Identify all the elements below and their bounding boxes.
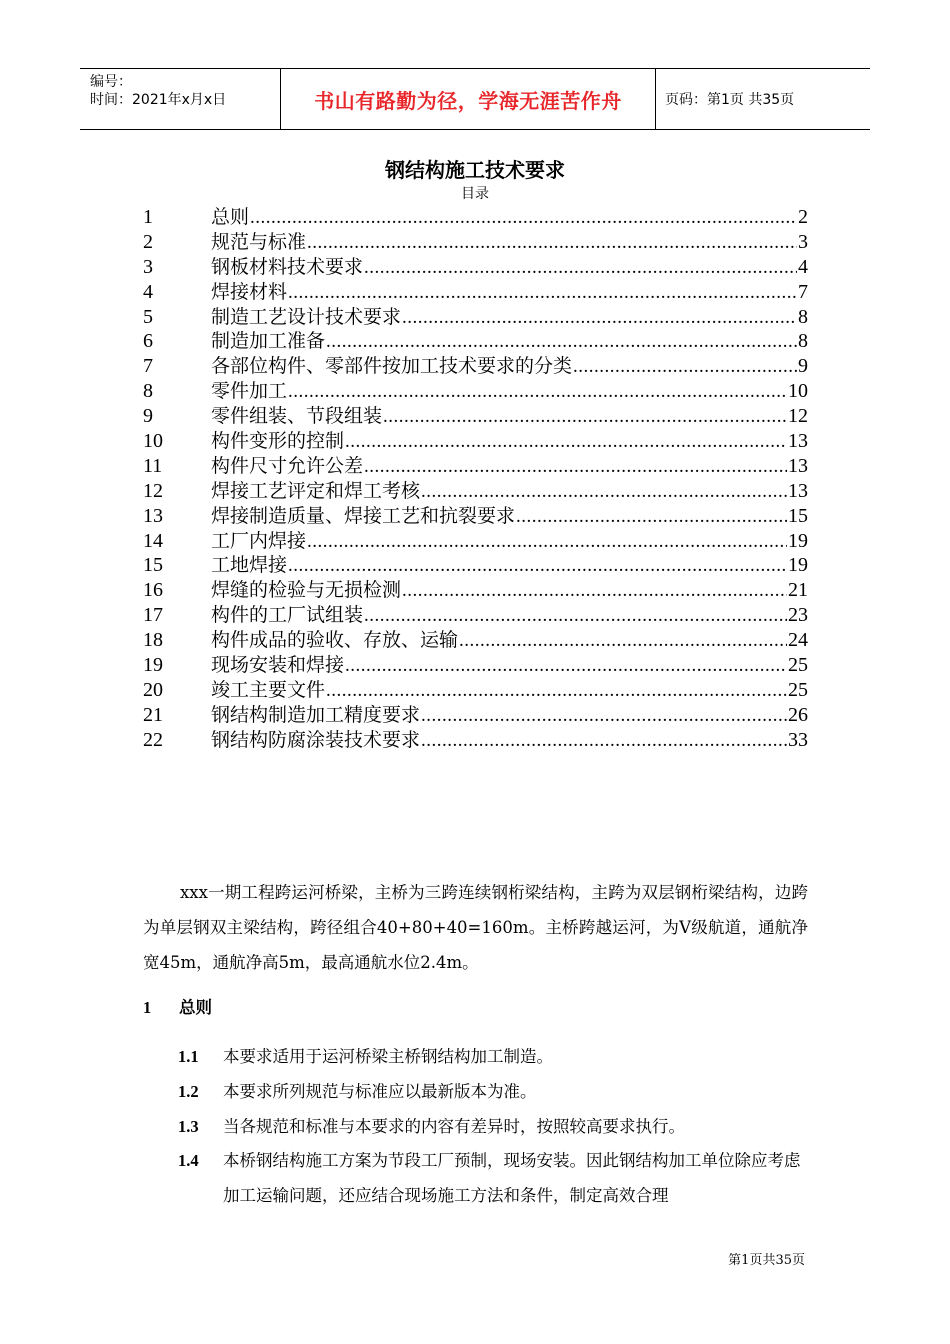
doc-number-label: 编号： xyxy=(90,74,132,90)
toc-entry-number: 16 xyxy=(143,579,163,602)
toc-entry-title: 焊接工艺评定和焊工考核 xyxy=(211,479,421,502)
toc-entry-title: 钢板材料技术要求 xyxy=(211,255,364,278)
toc-entry-title: 焊接材料 xyxy=(211,280,288,303)
toc-leader-dots xyxy=(402,579,787,604)
toc-entry-title: 现场安装和焊接 xyxy=(211,654,345,677)
toc-entry-number: 10 xyxy=(143,430,163,453)
toc-entry[interactable] xyxy=(143,479,808,504)
clause-text: 本要求所列规范与标准应以最新版本为准。 xyxy=(223,1082,537,1101)
doc-time-label: 时间：2021年x月x日 xyxy=(90,92,227,108)
toc-leader-dots xyxy=(326,330,797,355)
toc-entry-title: 制造工艺设计技术要求 xyxy=(211,305,402,328)
toc-entry-line xyxy=(211,280,808,306)
toc-entry[interactable] xyxy=(143,280,808,305)
toc-entry-number: 2 xyxy=(143,230,153,253)
toc-entry-number: 8 xyxy=(143,380,153,403)
toc-entry[interactable] xyxy=(143,678,808,703)
header-page-info: 页码：第1页 共35页 xyxy=(665,92,795,108)
toc-entry[interactable] xyxy=(143,429,808,454)
toc-entry-number: 19 xyxy=(143,654,163,677)
toc-entry-number: 20 xyxy=(143,678,163,701)
toc-entry[interactable] xyxy=(143,553,808,578)
toc-leader-dots xyxy=(345,430,787,455)
toc-entry-title: 构件尺寸允许公差 xyxy=(211,454,364,477)
header-meta-cell xyxy=(80,69,280,129)
toc-entry-page: 33 xyxy=(788,728,808,751)
toc-entry-line xyxy=(211,603,808,629)
toc-entry-line xyxy=(211,678,808,704)
toc-entry-line xyxy=(211,354,808,380)
section-number: 1 xyxy=(143,998,152,1017)
toc-entry-page: 7 xyxy=(798,280,808,303)
header-motto: 书山有路勤为径，学海无涯苦作舟 xyxy=(314,88,622,113)
toc-entry-title: 焊接制造质量、焊接工艺和抗裂要求 xyxy=(211,504,516,527)
toc-entry-page: 9 xyxy=(798,355,808,378)
toc-entry-title: 钢结构防腐涂装技术要求 xyxy=(211,728,421,751)
toc-entry[interactable] xyxy=(143,454,808,479)
toc-entry-number: 4 xyxy=(143,280,153,303)
toc-heading: 目录 xyxy=(461,186,489,202)
toc-entry-title: 各部位构件、零部件按加工技术要求的分类 xyxy=(211,355,573,378)
toc-entry-page: 21 xyxy=(788,579,808,602)
toc-leader-dots xyxy=(364,455,787,480)
toc-entry-page: 8 xyxy=(798,305,808,328)
toc-entry[interactable] xyxy=(143,305,808,330)
toc-entry-title: 总则 xyxy=(211,206,250,228)
toc-entry-title: 工厂内焊接 xyxy=(211,529,307,552)
toc-entry-number: 3 xyxy=(143,255,153,278)
toc-entry-number: 21 xyxy=(143,703,163,726)
toc-entry[interactable] xyxy=(143,255,808,280)
clause-number: 1.4 xyxy=(178,1151,199,1170)
header-page-cell xyxy=(656,69,870,129)
toc-leader-dots xyxy=(516,505,787,530)
toc-entry[interactable] xyxy=(143,404,808,429)
toc-entry-number: 18 xyxy=(143,629,163,652)
toc-entry-number: 17 xyxy=(143,604,163,627)
toc-entry-line xyxy=(211,329,808,355)
toc-entry-number: 15 xyxy=(143,554,163,577)
toc-entry-page: 2 xyxy=(798,206,808,228)
toc-entry-line xyxy=(211,305,808,331)
toc-entry-number: 9 xyxy=(143,405,153,428)
toc-entry-title: 规范与标准 xyxy=(211,230,307,253)
toc-entry[interactable] xyxy=(143,603,808,628)
toc-entry-line xyxy=(211,205,808,231)
toc-entry[interactable] xyxy=(143,205,808,230)
toc-entry-number: 14 xyxy=(143,529,163,552)
page-footer: 第1页共35页 xyxy=(728,1253,805,1268)
toc-entry-line xyxy=(211,454,808,480)
toc-entry-page: 8 xyxy=(798,330,808,353)
toc-entry-title: 制造加工准备 xyxy=(211,330,326,353)
toc-leader-dots xyxy=(421,729,787,754)
toc-entry-title: 构件变形的控制 xyxy=(211,430,345,453)
toc-entry-page: 25 xyxy=(788,678,808,701)
toc-entry-number: 12 xyxy=(143,479,163,502)
toc-entry-title: 工地焊接 xyxy=(211,554,288,577)
toc-leader-dots xyxy=(364,604,787,629)
toc-entry-page: 19 xyxy=(788,529,808,552)
section-heading xyxy=(143,993,212,1023)
toc-leader-dots xyxy=(307,530,787,555)
clause-item xyxy=(178,1109,810,1144)
toc-entry-line xyxy=(211,255,808,281)
toc-entry[interactable] xyxy=(143,504,808,529)
toc-leader-dots xyxy=(421,480,787,505)
toc-entry-line xyxy=(211,529,808,555)
clause-text: 本桥钢结构施工方案为节段工厂预制，现场安装。因此钢结构加工单位除应考虑加工运输问题，还应结合现场施工方法和条件，制定高效合理 xyxy=(223,1151,801,1205)
toc-entry-page: 12 xyxy=(788,405,808,428)
toc-entry-line xyxy=(211,578,808,604)
toc-entry-number: 5 xyxy=(143,305,153,328)
clause-number: 1.1 xyxy=(178,1047,199,1066)
toc-leader-dots xyxy=(364,256,797,281)
toc-entry-line xyxy=(211,653,808,679)
document-title: 钢结构施工技术要求 xyxy=(385,158,565,182)
toc-leader-dots xyxy=(402,306,797,331)
toc-leader-dots xyxy=(288,554,787,579)
toc-entry-number: 6 xyxy=(143,330,153,353)
toc-entry-line xyxy=(211,479,808,505)
toc-entry-line xyxy=(211,703,808,729)
toc-entry-line xyxy=(211,504,808,530)
toc-entry-title: 焊缝的检验与无损检测 xyxy=(211,579,402,602)
page-header xyxy=(80,68,870,130)
toc-entry[interactable] xyxy=(143,329,808,354)
toc-entry-line xyxy=(211,379,808,405)
toc-entry-title: 构件的工厂试组装 xyxy=(211,604,364,627)
toc-entry-title: 零件加工 xyxy=(211,380,288,403)
toc-entry-title: 零件组装、节段组装 xyxy=(211,405,383,428)
toc-leader-dots xyxy=(250,206,797,231)
toc-entry[interactable] xyxy=(143,653,808,678)
toc-leader-dots xyxy=(326,679,787,704)
toc-leader-dots xyxy=(288,380,787,405)
toc-entry-page: 26 xyxy=(788,703,808,726)
toc-entry-line xyxy=(211,553,808,579)
toc-entry-page: 15 xyxy=(788,504,808,527)
toc-entry[interactable] xyxy=(143,703,808,728)
toc-entry-page: 25 xyxy=(788,654,808,677)
toc-entry-title: 竣工主要文件 xyxy=(211,678,326,701)
toc-entry[interactable] xyxy=(143,379,808,404)
toc-entry-number: 1 xyxy=(143,206,153,228)
toc-entry-page: 3 xyxy=(798,230,808,253)
toc-entry-line xyxy=(211,404,808,430)
toc-entry-page: 4 xyxy=(798,255,808,278)
header-motto-cell xyxy=(280,69,656,129)
clause-number: 1.3 xyxy=(178,1117,199,1136)
toc-entry-number: 13 xyxy=(143,504,163,527)
toc-entry-title: 构件成品的验收、存放、运输 xyxy=(211,629,459,652)
section-title: 总则 xyxy=(179,998,212,1017)
toc-entry-page: 24 xyxy=(788,629,808,652)
toc-leader-dots xyxy=(459,629,787,654)
toc-leader-dots xyxy=(573,355,797,380)
toc-entry[interactable] xyxy=(143,529,808,554)
toc-entry-number: 11 xyxy=(143,454,163,477)
toc-entry-line xyxy=(211,628,808,654)
toc-entry-line xyxy=(211,230,808,256)
toc-leader-dots xyxy=(288,281,797,306)
toc-leader-dots xyxy=(383,405,787,430)
toc-leader-dots xyxy=(345,654,787,679)
toc-entry-line xyxy=(211,728,808,754)
clause-text: 本要求适用于运河桥梁主桥钢结构加工制造。 xyxy=(223,1047,553,1066)
toc-entry[interactable] xyxy=(143,578,808,603)
toc-entry-page: 13 xyxy=(788,479,808,502)
table-of-contents xyxy=(143,205,808,753)
toc-entry-number: 22 xyxy=(143,728,163,751)
toc-entry-line xyxy=(211,429,808,455)
toc-entry[interactable] xyxy=(143,728,808,753)
toc-entry-page: 10 xyxy=(788,380,808,403)
toc-entry-page: 13 xyxy=(788,454,808,477)
toc-leader-dots xyxy=(307,231,797,256)
toc-entry-number: 7 xyxy=(143,355,153,378)
intro-paragraph: xxx一期工程跨运河桥梁，主桥为三跨连续钢桁梁结构，主跨为双层钢桁梁结构，边跨为单层钢双主梁结构，跨径组合40+80+40=160m。主桥跨越运河，为V级航道，通航净宽45m，通航净高5m，最高通航水位2.4m。 xyxy=(143,883,808,972)
clause-number: 1.2 xyxy=(178,1082,199,1101)
clause-item xyxy=(178,1039,810,1074)
toc-entry[interactable] xyxy=(143,628,808,653)
clause-text: 当各规范和标准与本要求的内容有差异时，按照较高要求执行。 xyxy=(223,1117,685,1136)
toc-entry-title: 钢结构制造加工精度要求 xyxy=(211,703,421,726)
toc-entry-page: 13 xyxy=(788,430,808,453)
clause-item xyxy=(178,1074,810,1109)
toc-entry-page: 23 xyxy=(788,604,808,627)
toc-leader-dots xyxy=(421,704,787,729)
toc-entry[interactable] xyxy=(143,354,808,379)
clause-item xyxy=(178,1143,810,1213)
toc-entry[interactable] xyxy=(143,230,808,255)
toc-entry-page: 19 xyxy=(788,554,808,577)
